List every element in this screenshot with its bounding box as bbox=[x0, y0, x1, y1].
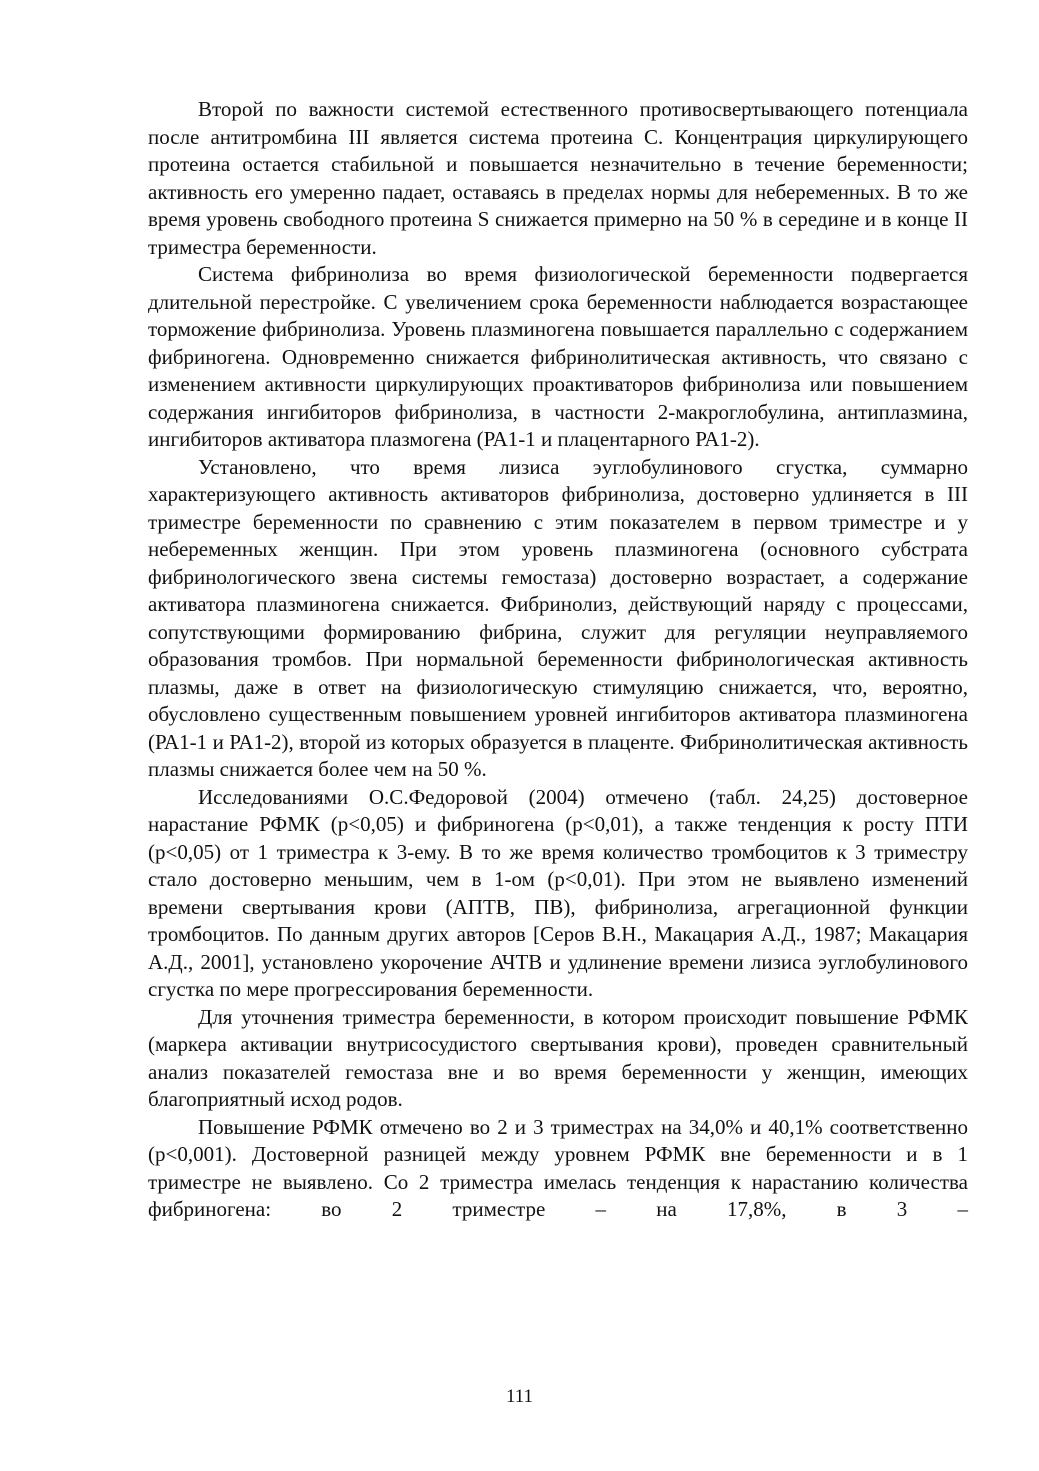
page-body bbox=[148, 96, 968, 1396]
paragraph-trimester-analysis: Для уточнения триместра беременности, в котором происходит повышение РФМК (маркера активации внутрисосудистого свертывания крови), проведен сравнительный анализ показателей гемостаза вне и во время беременности у женщин, имеющих благоприятный исход родов. bbox=[148, 1004, 968, 1111]
paragraph-fedorova-study: Исследованиями О.С.Федоровой (2004) отмечено (табл. 24,25) достоверное нарастание РФМК (p<0,05) и фибриногена (p<0,01), а также тенденция к росту ПТИ (p<0,05) от 1 триместра к 3-ему. В то же время количество тромбоцитов к 3 триместру стало достоверно меньшим, чем в 1-ом (p<0,01). При этом не выявлено изменений времени свертывания крови (АПТВ, ПВ), фибринолиза, агрегационной функции тромбоцитов. По данным других авторов [Серов В.Н., Макацария А.Д., 1987; Макацария А.Д., 2001], установлено укорочение АЧТВ и удлинение времени лизиса эуглобулинового сгустка по мере прогрессирования беременности. bbox=[148, 784, 968, 1001]
page-number: 111 bbox=[505, 1386, 534, 1407]
paragraph-rfmk-increase: Повышение РФМК отмечено во 2 и 3 триместрах на 34,0% и 40,1% соответственно (p<0,001). Достоверной разницей между уровнем РФМК вне беременности и в 1 триместре не выявлено. Со 2 триместра имелась тенденция к нарастанию количества фибриногена: во 2 триместре – на 17,8%, в 3 – bbox=[148, 1114, 968, 1221]
paragraph-fibrinolysis-system: Система фибринолиза во время физиологической беременности подвергается длительной перестройке. С увеличением срока беременности наблюдается возрастающее торможение фибринолиза. Уровень плазминогена повышается параллельно с содержанием фибриногена. Одновременно снижается фибринолитическая активность, что связано с изменением активности циркулирующих проактиваторов фибринолиза или повышением содержания ингибиторов фибринолиза, в частности 2-макроглобулина, антиплазмина, ингибиторов активатора плазмогена (РА1-1 и плацентарного РА1-2). bbox=[148, 262, 968, 451]
paragraph-euglobulin-lysis: Установлено, что время лизиса эуглобулинового сгустка, суммарно характеризующего активность активаторов фибринолиза, достоверно удлиняется в III триместре беременности по сравнению с этим показателем в первом триместре и у небеременных женщин. При этом уровень плазминогена (основного субстрата фибринологического звена системы гемостаза) достоверно возрастает, а содержание активатора плазминогена снижается. Фибринолиз, действующий наряду с процессами, сопутствующими формированию фибрина, служит для регуляции неуправляемого образования тромбов. При нормальной беременности фибринологическая активность плазмы, даже в ответ на физиологическую стимуляцию снижается, что, вероятно, обусловлено существенным повышением уровней ингибиторов активатора плазминогена (РА1-1 и РА1-2), второй из которых образуется в плаценте. Фибринолитическая активность плазмы снижается более чем на 50 %. bbox=[148, 454, 968, 781]
paragraph-protein-c: Второй по важности системой естественного противосвертывающего потенциала после антитромбина III является система протеина С. Концентрация циркулирующего протеина остается стабильной и повышается незначительно в течение беременности; активность его умеренно падает, оставаясь в пределах нормы для небеременных. В то же время уровень свободного протеина S снижается примерно на 50 % в середине и в конце II триместра беременности. bbox=[148, 97, 968, 259]
